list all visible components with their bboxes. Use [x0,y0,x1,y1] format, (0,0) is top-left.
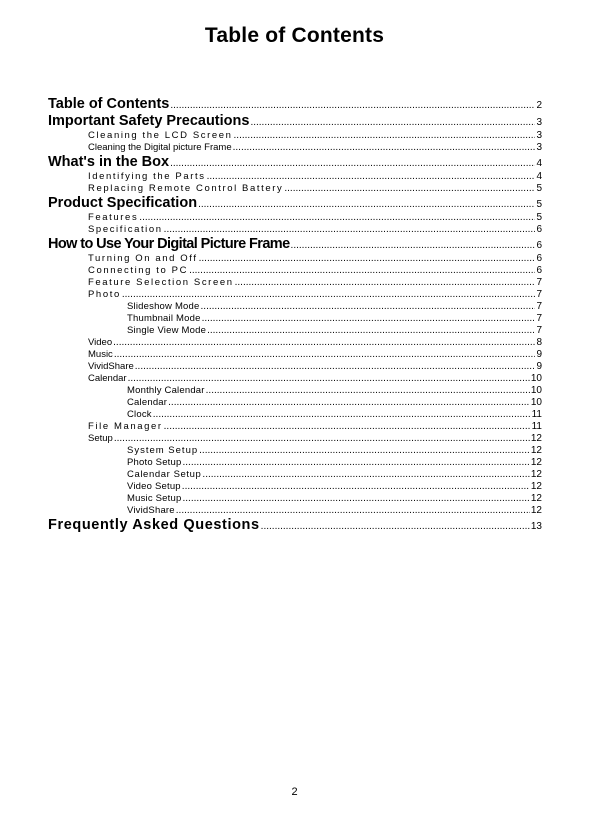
toc-entry-title: Cleaning the LCD Screen [88,130,233,141]
toc-entry-page: 7 [536,277,542,288]
toc-entry-page: 12 [530,445,542,456]
dot-leader [199,445,530,456]
dot-leader [250,117,535,128]
toc-entry[interactable] [48,469,542,481]
dot-leader [168,397,530,408]
dot-leader [182,481,530,492]
toc-entry[interactable] [48,183,542,195]
dot-leader [139,212,535,223]
dot-leader [182,493,529,504]
toc-entry-title: VividShare [88,361,134,372]
dot-leader [284,183,535,194]
toc-entry-title: Cleaning the Digital picture Frame [88,142,232,153]
toc-entry[interactable] [48,337,542,349]
toc-entry-title: Photo [88,289,121,300]
toc-entry-title: What's in the Box [48,154,170,170]
table-of-contents [48,96,542,534]
toc-entry-title: Replacing Remote Control Battery [88,183,284,194]
dot-leader [164,224,536,235]
toc-entry-page: 4 [536,171,542,182]
dot-leader [207,325,535,336]
toc-entry[interactable] [48,277,542,289]
toc-entry-page: 5 [536,212,542,223]
toc-entry-title: Connecting to PC [88,265,189,276]
toc-entry[interactable] [48,373,542,385]
toc-entry[interactable] [48,313,542,325]
toc-entry-page: 12 [530,493,542,504]
toc-entry-page: 6 [536,253,542,264]
toc-entry-page: 2 [536,100,542,111]
toc-entry-page: 10 [530,385,542,396]
dot-leader [291,240,536,251]
dot-leader [235,277,536,288]
dot-leader [206,385,530,396]
dot-leader [202,469,529,480]
dot-leader [201,301,536,312]
toc-entry-title: Identifying the Parts [88,171,206,182]
toc-entry[interactable] [48,224,542,236]
toc-entry[interactable] [48,433,542,445]
toc-entry[interactable] [48,130,542,142]
dot-leader [183,457,530,468]
dot-leader [170,100,535,111]
toc-entry-title: Features [88,212,139,223]
toc-entry[interactable] [48,212,542,224]
toc-entry[interactable] [48,142,542,154]
toc-entry[interactable] [48,253,542,265]
toc-entry-page: 3 [536,130,542,141]
toc-entry[interactable] [48,421,542,433]
toc-entry[interactable] [48,289,542,301]
toc-entry-page: 6 [536,265,542,276]
toc-entry-title: Slideshow Mode [127,301,200,312]
toc-entry-page: 12 [530,457,542,468]
dot-leader [207,171,536,182]
toc-entry-title: System Setup [127,445,199,456]
toc-entry-title: Single View Mode [127,325,207,336]
toc-entry-title: VividShare [127,505,175,516]
toc-entry-page: 9 [536,361,542,372]
dot-leader [199,253,536,264]
toc-entry-title: Setup [88,433,113,444]
dot-leader [202,313,536,324]
page-number: 2 [291,786,298,798]
toc-entry-title: Photo Setup [127,457,182,468]
dot-leader [114,433,530,444]
toc-entry-page: 12 [530,469,542,480]
toc-entry-title: Video Setup [127,481,181,492]
toc-entry[interactable] [48,349,542,361]
toc-entry-page: 9 [536,349,542,360]
dot-leader [122,289,536,300]
toc-entry-title: Turning On and Off [88,253,198,264]
dot-leader [128,373,530,384]
toc-entry-page: 12 [530,481,542,492]
toc-entry-page: 7 [536,289,542,300]
dot-leader [176,505,530,516]
toc-entry[interactable] [48,236,542,253]
toc-entry-page: 3 [536,117,542,128]
toc-entry-page: 5 [536,183,542,194]
toc-entry-title: Specification [88,224,163,235]
toc-entry-page: 7 [536,325,542,336]
dot-leader [135,361,536,372]
dot-leader [170,158,535,169]
toc-entry-title: Important Safety Precautions [48,113,250,129]
toc-entry[interactable] [48,505,542,517]
toc-entry[interactable] [48,265,542,277]
toc-entry-title: Calendar [88,373,127,384]
toc-entry[interactable] [48,154,542,171]
toc-entry-title: How to Use Your Digital Picture Frame [48,236,290,252]
toc-entry-title: File Manager [88,421,163,432]
toc-entry-title: Video [88,337,113,348]
toc-entry-title: Thumbnail Mode [127,313,201,324]
toc-entry-page: 6 [536,224,542,235]
toc-entry-title: Table of Contents [48,96,170,112]
dot-leader [198,199,535,210]
toc-entry-page: 5 [536,199,542,210]
toc-entry-title: Clock [127,409,152,420]
dot-leader [164,421,531,432]
toc-entry[interactable] [48,301,542,313]
toc-entry[interactable] [48,361,542,373]
dot-leader [153,409,531,420]
toc-entry-title: Music [88,349,113,360]
toc-entry-page: 3 [536,142,542,153]
toc-entry[interactable] [48,481,542,493]
toc-entry-page: 10 [530,373,542,384]
dot-leader [189,265,535,276]
toc-entry-page: 6 [536,240,542,251]
toc-entry-page: 12 [530,505,542,516]
toc-entry[interactable] [48,385,542,397]
toc-entry-title: Product Specification [48,195,198,211]
toc-entry-page: 12 [530,433,542,444]
toc-entry-title: Feature Selection Screen [88,277,234,288]
toc-entry[interactable] [48,397,542,409]
toc-entry[interactable] [48,493,542,505]
toc-entry[interactable] [48,113,542,130]
toc-entry[interactable] [48,445,542,457]
dot-leader [113,337,535,348]
toc-entry[interactable] [48,517,542,534]
toc-entry-page: 4 [536,158,542,169]
toc-entry-page: 8 [536,337,542,348]
toc-entry[interactable] [48,457,542,469]
toc-entry-page: 10 [530,397,542,408]
toc-entry-page: 11 [531,409,542,420]
toc-entry-page: 7 [536,301,542,312]
toc-entry-title: Music Setup [127,493,182,504]
toc-entry[interactable] [48,325,542,337]
dot-leader [114,349,536,360]
dot-leader [233,142,536,153]
dot-leader [234,130,536,141]
toc-entry-page: 13 [530,521,542,532]
toc-entry-title: Frequently Asked Questions [48,517,260,533]
toc-entry[interactable] [48,96,542,113]
toc-entry-page: 7 [536,313,542,324]
toc-entry-page: 11 [531,421,542,432]
toc-entry-title: Calendar [127,397,168,408]
dot-leader [261,521,530,532]
page-title: Table of Contents [204,24,385,47]
toc-entry[interactable] [48,195,542,212]
toc-entry[interactable] [48,409,542,421]
toc-entry-title: Calendar Setup [127,469,202,480]
toc-entry[interactable] [48,171,542,183]
toc-entry-title: Monthly Calendar [127,385,205,396]
